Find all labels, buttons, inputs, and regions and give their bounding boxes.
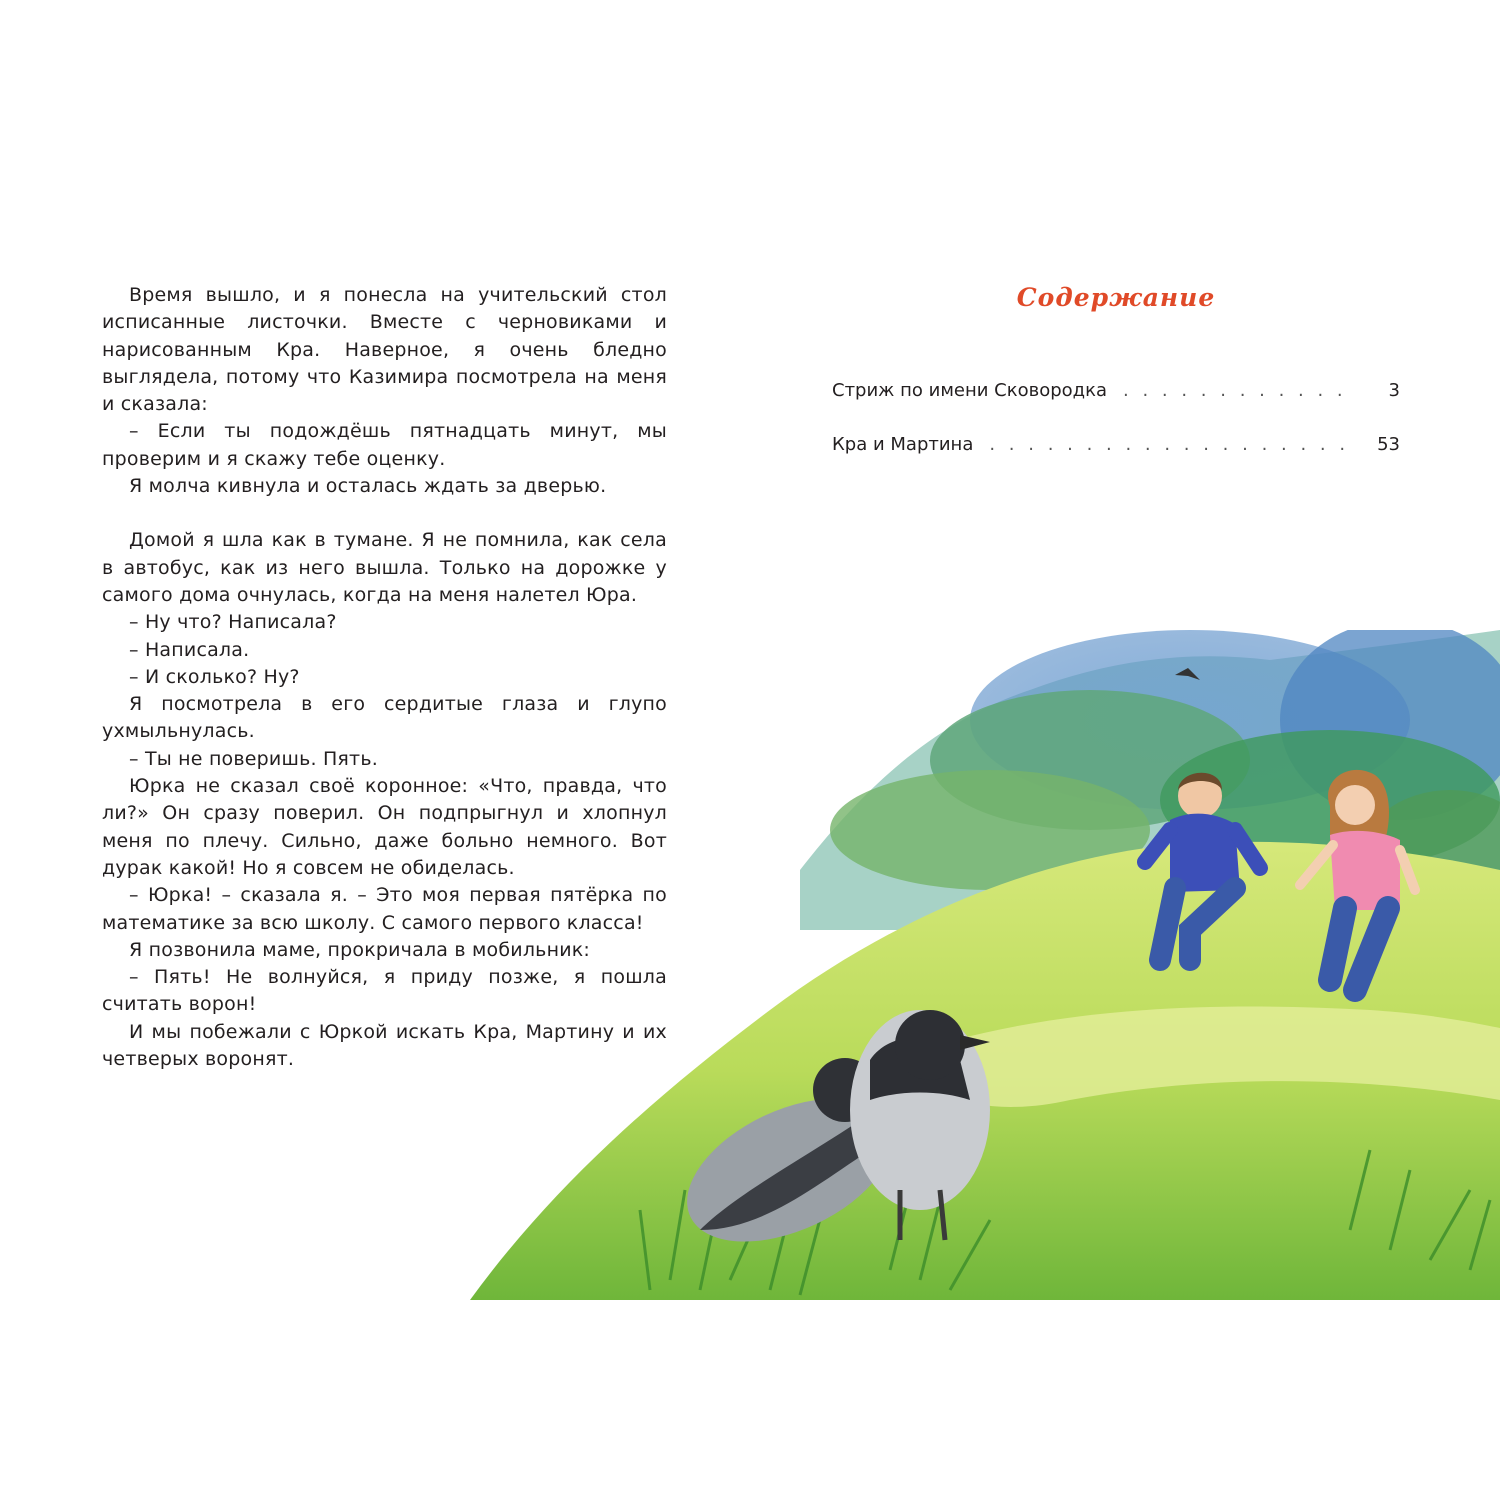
toc-entry-page: 53	[1377, 434, 1400, 455]
paragraph: – Ты не поверишь. Пять.	[129, 747, 378, 770]
paragraph: Домой я шла как в тумане. Я не помнила, как села в автобус, как из него вышла. Только на дорожке у самого дома очнулась, когда на меня налетел Юра.	[102, 529, 667, 606]
illustration	[470, 630, 1500, 1300]
paragraph: – Юрка! – сказала я. – Это моя первая пятёрка по математике за всю школу. С самого первого класса!	[102, 884, 667, 934]
toc-title: Содержание	[1016, 283, 1216, 312]
paragraph: Я молча кивнула и осталась ждать за дверью.	[129, 475, 607, 498]
paragraph: – Ну что? Написала?	[129, 611, 337, 634]
paragraph: Юрка не сказал своё коронное: «Что, правда, что ли?» Он сразу поверил. Он подпрыгнул и хлопнул меня по плечу. Сильно, даже больно немного. Вот дурак какой! Но я совсем не обиделась.	[102, 775, 667, 879]
paragraph: Я позвонила маме, прокричала в мобильник:	[129, 938, 591, 961]
toc-entry-title: Кра и Мартина	[832, 434, 974, 455]
toc-leader	[989, 434, 1358, 455]
toc-entry[interactable]	[832, 434, 1400, 488]
toc-entry-page: 3	[1388, 380, 1400, 401]
paragraph: – И сколько? Ну?	[129, 665, 300, 688]
paragraph: – Пять! Не волнуйся, я приду позже, я пошла считать ворон!	[102, 966, 667, 1016]
toc-entry-title: Стриж по имени Сковородка	[832, 380, 1108, 401]
paragraph: И мы побежали с Юркой искать Кра, Мартину и их четверых воронят.	[102, 1020, 667, 1071]
paragraph: Я посмотрела в его сердитые глаза и глупо ухмыльнулась.	[102, 693, 667, 743]
toc-leader	[1123, 380, 1358, 401]
toc-list	[832, 380, 1400, 488]
paragraph: Время вышло, и я понесла на учительский стол исписанные листочки. Вместе с черновиками и нарисованным Кра. Наверное, я очень бледно выглядела, потому что Казимира посмотрела на меня и сказала:	[102, 284, 667, 416]
toc-entry[interactable]	[832, 380, 1400, 434]
paragraph: – Написала.	[129, 638, 250, 661]
paragraph: – Если ты подождёшь пятнадцать минут, мы проверим и я скажу тебе оценку.	[102, 420, 667, 470]
